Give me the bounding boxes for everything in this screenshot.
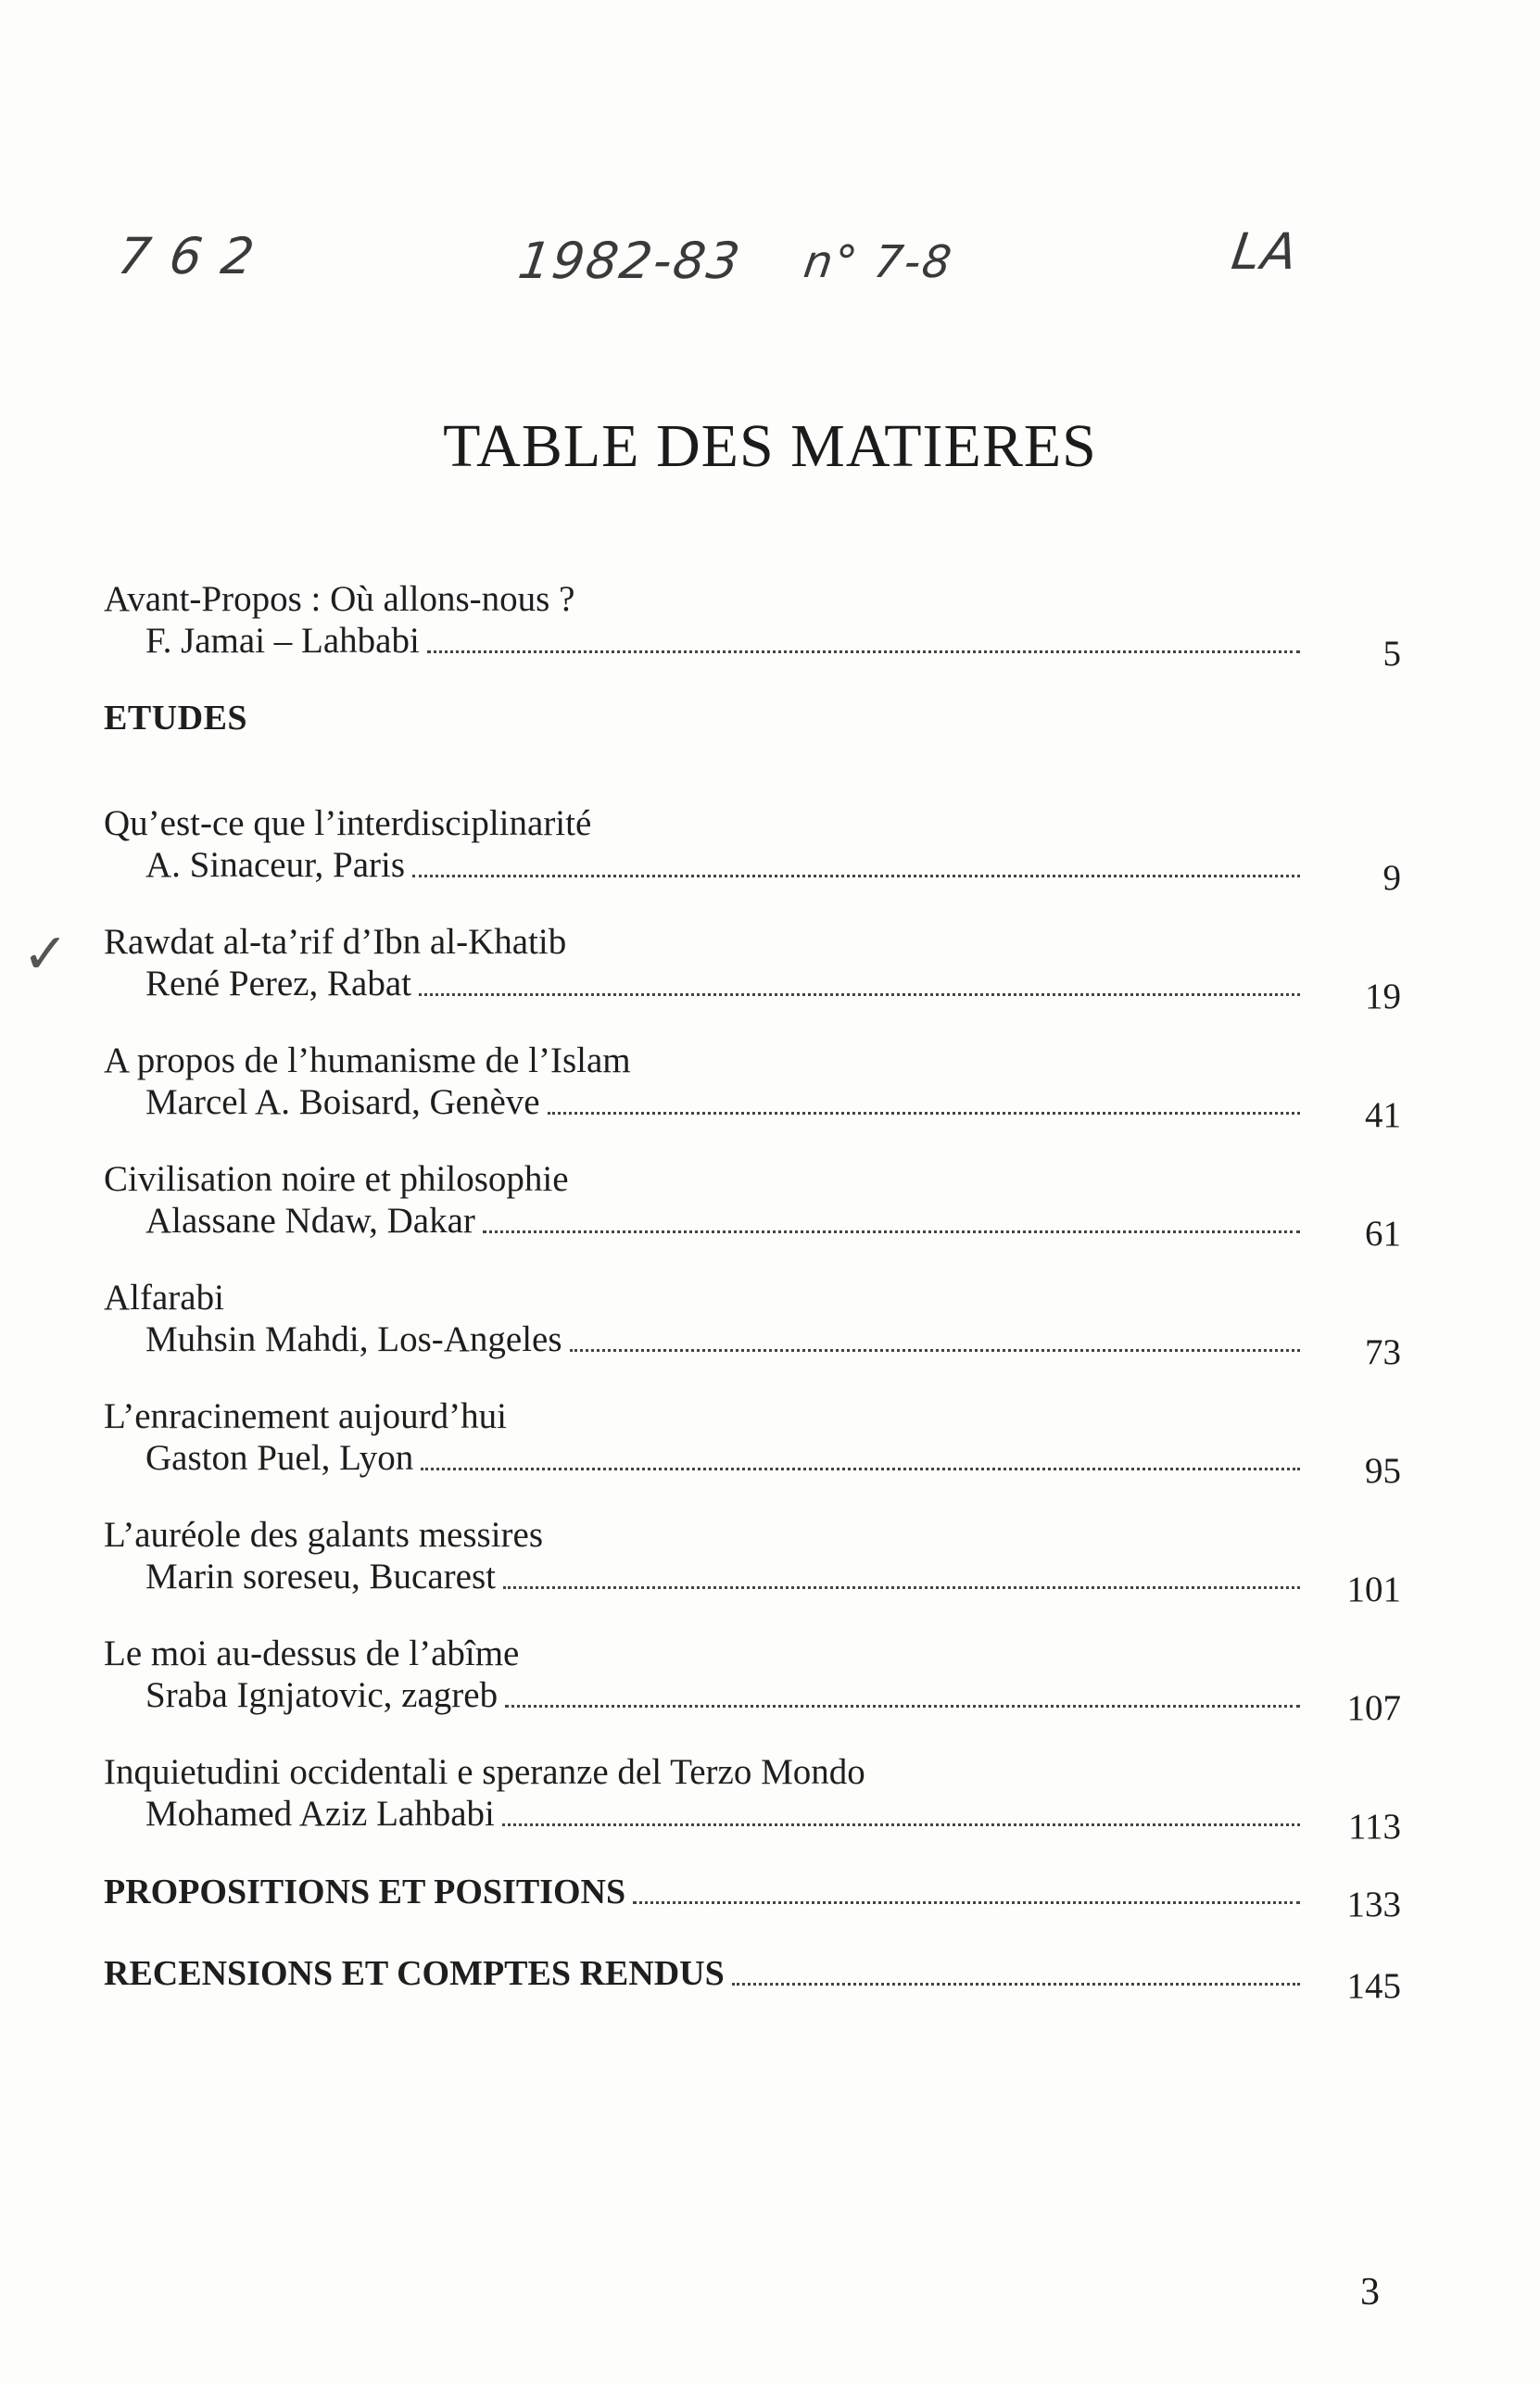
- dot-leader: [421, 1467, 1300, 1470]
- toc-entry-intro: [104, 579, 1401, 674]
- toc-entry: [104, 1515, 1401, 1609]
- entry-author: Sraba Ignjatovic, zagreb: [145, 1675, 499, 1715]
- entry-page-number: 73: [1365, 1332, 1401, 1372]
- section-heading-etudes: ETUDES: [104, 699, 248, 738]
- toc-entry: [104, 1278, 1401, 1372]
- handwritten-check-mark: ✓: [22, 922, 69, 987]
- entry-author: Alassane Ndaw, Dakar: [145, 1201, 475, 1241]
- entry-author-row: [104, 1556, 1401, 1609]
- toc-entry: [104, 1041, 1401, 1135]
- entry-title: Alfarabi: [104, 1278, 224, 1318]
- section-label: RECENSIONS ET COMPTES RENDUS: [104, 1954, 725, 1993]
- entry-author-row: [104, 1318, 1401, 1372]
- entry-title: Avant-Propos : Où allons-nous ?: [104, 579, 575, 619]
- section-row-recensions: [104, 1952, 1401, 2006]
- section-row-propositions: [104, 1871, 1401, 1924]
- folio-page-number: 3: [1360, 2271, 1380, 2314]
- handwritten-initials: LA: [1228, 222, 1303, 281]
- entry-author: Gaston Puel, Lyon: [145, 1438, 414, 1478]
- entry-author-row: [104, 1200, 1401, 1254]
- entry-title: Inquietudini occidentali e speranze del Terzo Mondo: [104, 1752, 865, 1792]
- entry-author-row: [104, 1674, 1401, 1728]
- entry-author-row: [104, 620, 1401, 674]
- section-page-number: 133: [1346, 1885, 1401, 1924]
- entry-page-number: 9: [1382, 858, 1401, 898]
- entry-page-number: 19: [1365, 977, 1401, 1016]
- entry-page-number: 41: [1365, 1095, 1401, 1135]
- entry-author: A. Sinaceur, Paris: [145, 845, 406, 885]
- entry-page-number: 107: [1346, 1688, 1401, 1728]
- toc-entry: [104, 1633, 1401, 1728]
- dot-leader: [502, 1823, 1300, 1826]
- entry-author: Marcel A. Boisard, Genève: [145, 1082, 540, 1122]
- entry-author: René Perez, Rabat: [145, 964, 411, 1003]
- dot-leader: [412, 874, 1300, 877]
- dot-leader: [483, 1230, 1300, 1233]
- table-of-contents: [22, 579, 1401, 2034]
- entry-author: Muhsin Mahdi, Los-Angeles: [145, 1319, 562, 1359]
- dot-leader: [732, 1982, 1300, 1986]
- entry-page-number: 5: [1382, 634, 1401, 674]
- toc-entry: [104, 803, 1401, 898]
- entry-page-number: 61: [1365, 1214, 1401, 1254]
- toc-entry: [104, 1159, 1401, 1254]
- dot-leader: [505, 1704, 1300, 1708]
- entry-author: Marin soreseu, Bucarest: [145, 1557, 496, 1596]
- dot-leader: [427, 650, 1300, 653]
- entry-title: L’auréole des galants messires: [104, 1515, 543, 1555]
- handwritten-years: 1982-83: [514, 232, 746, 290]
- section-label: PROPOSITIONS ET POSITIONS: [104, 1873, 626, 1911]
- dot-leader: [503, 1585, 1300, 1589]
- dot-leader: [633, 1900, 1300, 1904]
- section-page-number: 145: [1346, 1966, 1401, 2006]
- entry-page-number: 113: [1347, 1807, 1401, 1847]
- toc-entry: [22, 922, 1401, 1016]
- entry-author-row: [104, 1793, 1401, 1847]
- entry-page-number: 95: [1365, 1451, 1401, 1491]
- entry-title: Qu’est-ce que l’interdisciplinarité: [104, 803, 592, 843]
- entry-author: Mohamed Aziz Lahbabi: [145, 1794, 495, 1834]
- handwritten-ref: 7 6 2: [114, 227, 259, 285]
- entry-title: L’enracinement aujourd’hui: [104, 1396, 507, 1436]
- entry-title: Rawdat al-ta’rif d’Ibn al-Khatib: [104, 922, 567, 962]
- entry-page-number: 101: [1346, 1570, 1401, 1609]
- entry-author-row: [104, 1437, 1401, 1491]
- handwritten-issue: n° 7-8: [801, 236, 957, 288]
- entry-author-row: [104, 1081, 1401, 1135]
- entry-author-row: [104, 963, 1401, 1016]
- entry-title: Le moi au-dessus de l’abîme: [104, 1633, 520, 1673]
- entry-author: F. Jamai – Lahbabi: [145, 621, 420, 661]
- dot-leader: [570, 1348, 1300, 1352]
- toc-entry: [104, 1752, 1401, 1847]
- entry-title: A propos de l’humanisme de l’Islam: [104, 1041, 631, 1080]
- page-title: TABLE DES MATIERES: [443, 412, 1097, 481]
- entry-title: Civilisation noire et philosophie: [104, 1159, 569, 1199]
- entry-author-row: [104, 844, 1401, 898]
- dot-leader: [548, 1111, 1300, 1115]
- toc-entry: [104, 1396, 1401, 1491]
- dot-leader: [419, 992, 1300, 996]
